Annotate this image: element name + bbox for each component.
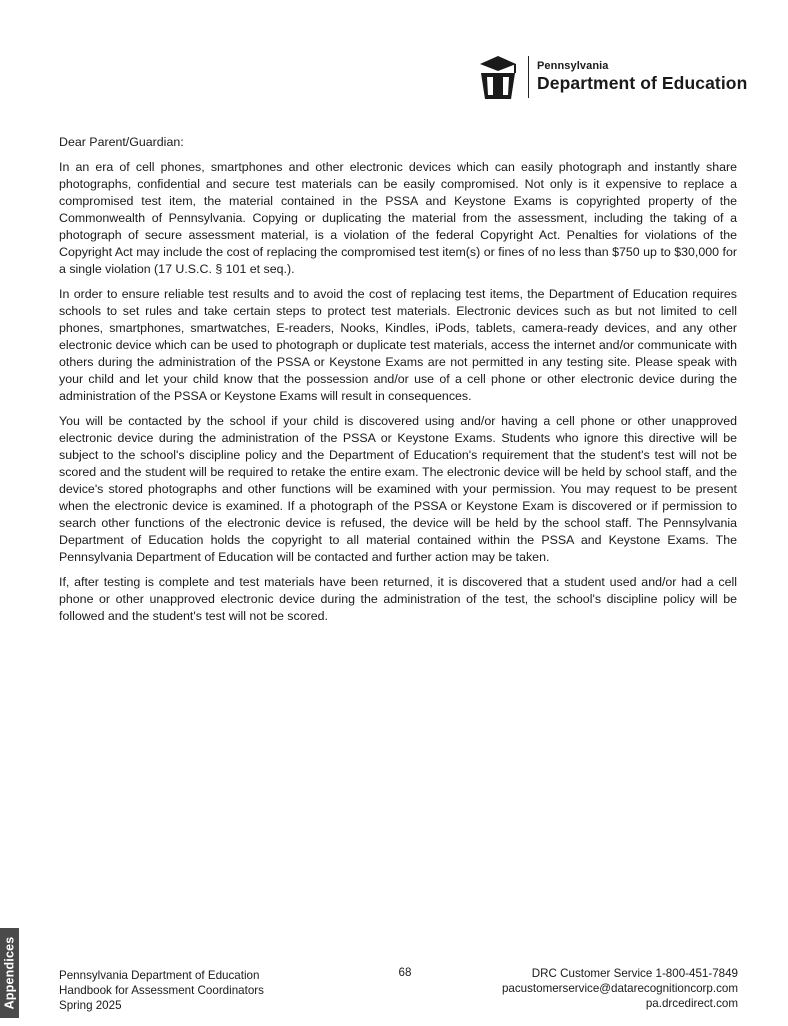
footer-website: pa.drcedirect.com — [645, 997, 738, 1010]
pde-logo — [478, 54, 747, 100]
footer-season: Spring 2025 — [59, 999, 122, 1012]
paragraph-photographs: In an era of cell phones, smartphones and other electronic devices which can easily photograph and instantly share photographs, confidential and secure test materials can be easily compromised. Not only is it expensive to replace a compromised test item, the material contained in the PSSA and Keystone Exams is copyrighted property of the Commonwealth of Pennsylvania. Copying or duplicating the material from the assessment, including the taking of a photograph of secure assessment material, is a violation of the federal Copyright Act. Penalties for violations of the Copyright Act may include the cost of replacing the compromised test item(s) or fines of no less than $750 up to $30,000 for a single violation (17 U.S.C. § 101 et seq.). — [59, 160, 737, 276]
logo-subtitle: Pennsylvania — [537, 60, 609, 73]
salutation: Dear Parent/Guardian: — [59, 135, 184, 149]
logo-title: Department of Education — [537, 73, 748, 94]
keystone-graduation-cap-icon — [478, 54, 518, 100]
letter-body — [59, 134, 737, 633]
appendices-tab — [0, 928, 19, 1018]
footer-contact-info — [502, 966, 738, 1011]
appendices-tab-label: Appendices — [2, 936, 17, 1010]
logo-divider — [528, 56, 529, 98]
footer-handbook-title: Handbook for Assessment Coordinators — [59, 984, 264, 997]
paragraph-electronic-devices: In order to ensure reliable test results and to avoid the cost of replacing test items, the Department of Education requires schools to set rules and take certain steps to protect test materials. Electronic devices such as but not limited to cell phones, smartphones, smartwatches, E-readers, Nooks, Kindles, iPods, tablets, camera-ready devices, and any other electronic device which can be used to photograph or duplicate test materials, access the internet and/or communicate with others during the administration of the PSSA or Keystone Exams are not permitted in any testing site. Please speak with your child and let your child know that the possession and/or use of a cell phone or other electronic device during the administration of the PSSA or Keystone Exams will result in consequences. — [59, 287, 737, 403]
footer-publication-info — [59, 968, 264, 1013]
footer-customer-service: DRC Customer Service 1-800-451-7849 — [531, 967, 738, 980]
logo-text — [537, 61, 747, 93]
paragraph-after-testing: If, after testing is complete and test materials have been returned, it is discovered that a student used and/or had a cell phone or other unapproved electronic device during the administration of the test, the school's discipline policy will be followed and the student's test will not be scored. — [59, 575, 737, 623]
footer-email: pacustomerservice@datarecognitioncorp.com — [501, 982, 738, 995]
page-number: 68 — [398, 966, 412, 979]
paragraph-consequences: You will be contacted by the school if your child is discovered using and/or having a cell phone or other unapproved electronic device during the administration of the PSSA or Keystone Exams. Students who ignore this directive will be subject to the school's discipline policy and the Department of Education's requirement that the student's test will not be scored and the student will be required to retake the entire exam. The electronic device will be held by school staff, and the device's stored photographs and other functions will be examined with your permission. You may request to be present when the electronic device is examined. If a photograph of the PSSA or Keystone Exam is discovered or if permission to search other functions of the electronic device is refused, the device will be held by the school staff. The Pennsylvania Department of Education holds the copyright to all material contained within the PSSA and Keystone Exams. The Pennsylvania Department of Education will be contacted and further action may be taken. — [59, 414, 737, 564]
footer-publisher: Pennsylvania Department of Education — [59, 969, 260, 982]
